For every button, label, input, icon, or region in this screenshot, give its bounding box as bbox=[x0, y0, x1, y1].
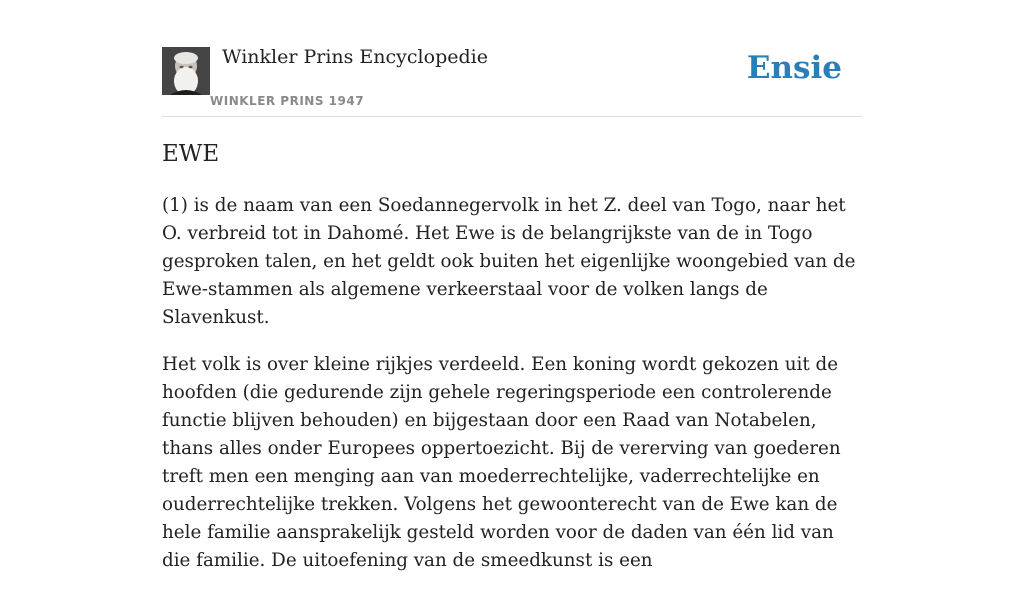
author-avatar[interactable] bbox=[162, 47, 210, 95]
article-paragraph: Het volk is over kleine rijkjes verdeeld. Een koning wordt gekozen uit de hoofden (die gedurende zijn gehele regeringsperiode een controlerende functie blijven behouden) en bijgestaan door een Raad van Notabelen, thans alles onder Europees oppertoezicht. Bij de vererving van goederen treft men een menging aan van moederrechtelijke, vaderrechtelijke en ouderrechtelijke trekken. Volgens het gewoonterecht van de Ewe kan de hele familie aansprakelijk gesteld worden voor de daden van één lid van die familie. De uitoefening van de smeedkunst is een bbox=[162, 354, 841, 571]
site-header bbox=[162, 0, 862, 117]
site-title[interactable]: Winkler Prins Encyclopedie bbox=[222, 46, 488, 68]
article-paragraph: (1) is de naam van een Soedannegervolk in het Z. deel van Togo, naar het O. verbreid tot in Dahomé. Het Ewe is de belangrijkste van de in Togo gesproken talen, en het geldt ook buiten het eigenlijke woongebied van de Ewe-stammen als algemene verkeerstaal voor de volken langs de Slavenkust. bbox=[162, 195, 856, 328]
article-title: EWE bbox=[162, 141, 220, 167]
ensie-logo[interactable]: Ensie bbox=[746, 50, 842, 86]
edition-label[interactable]: WINKLER PRINS 1947 bbox=[210, 94, 365, 108]
portrait-image bbox=[162, 47, 210, 95]
article-body bbox=[162, 192, 862, 594]
